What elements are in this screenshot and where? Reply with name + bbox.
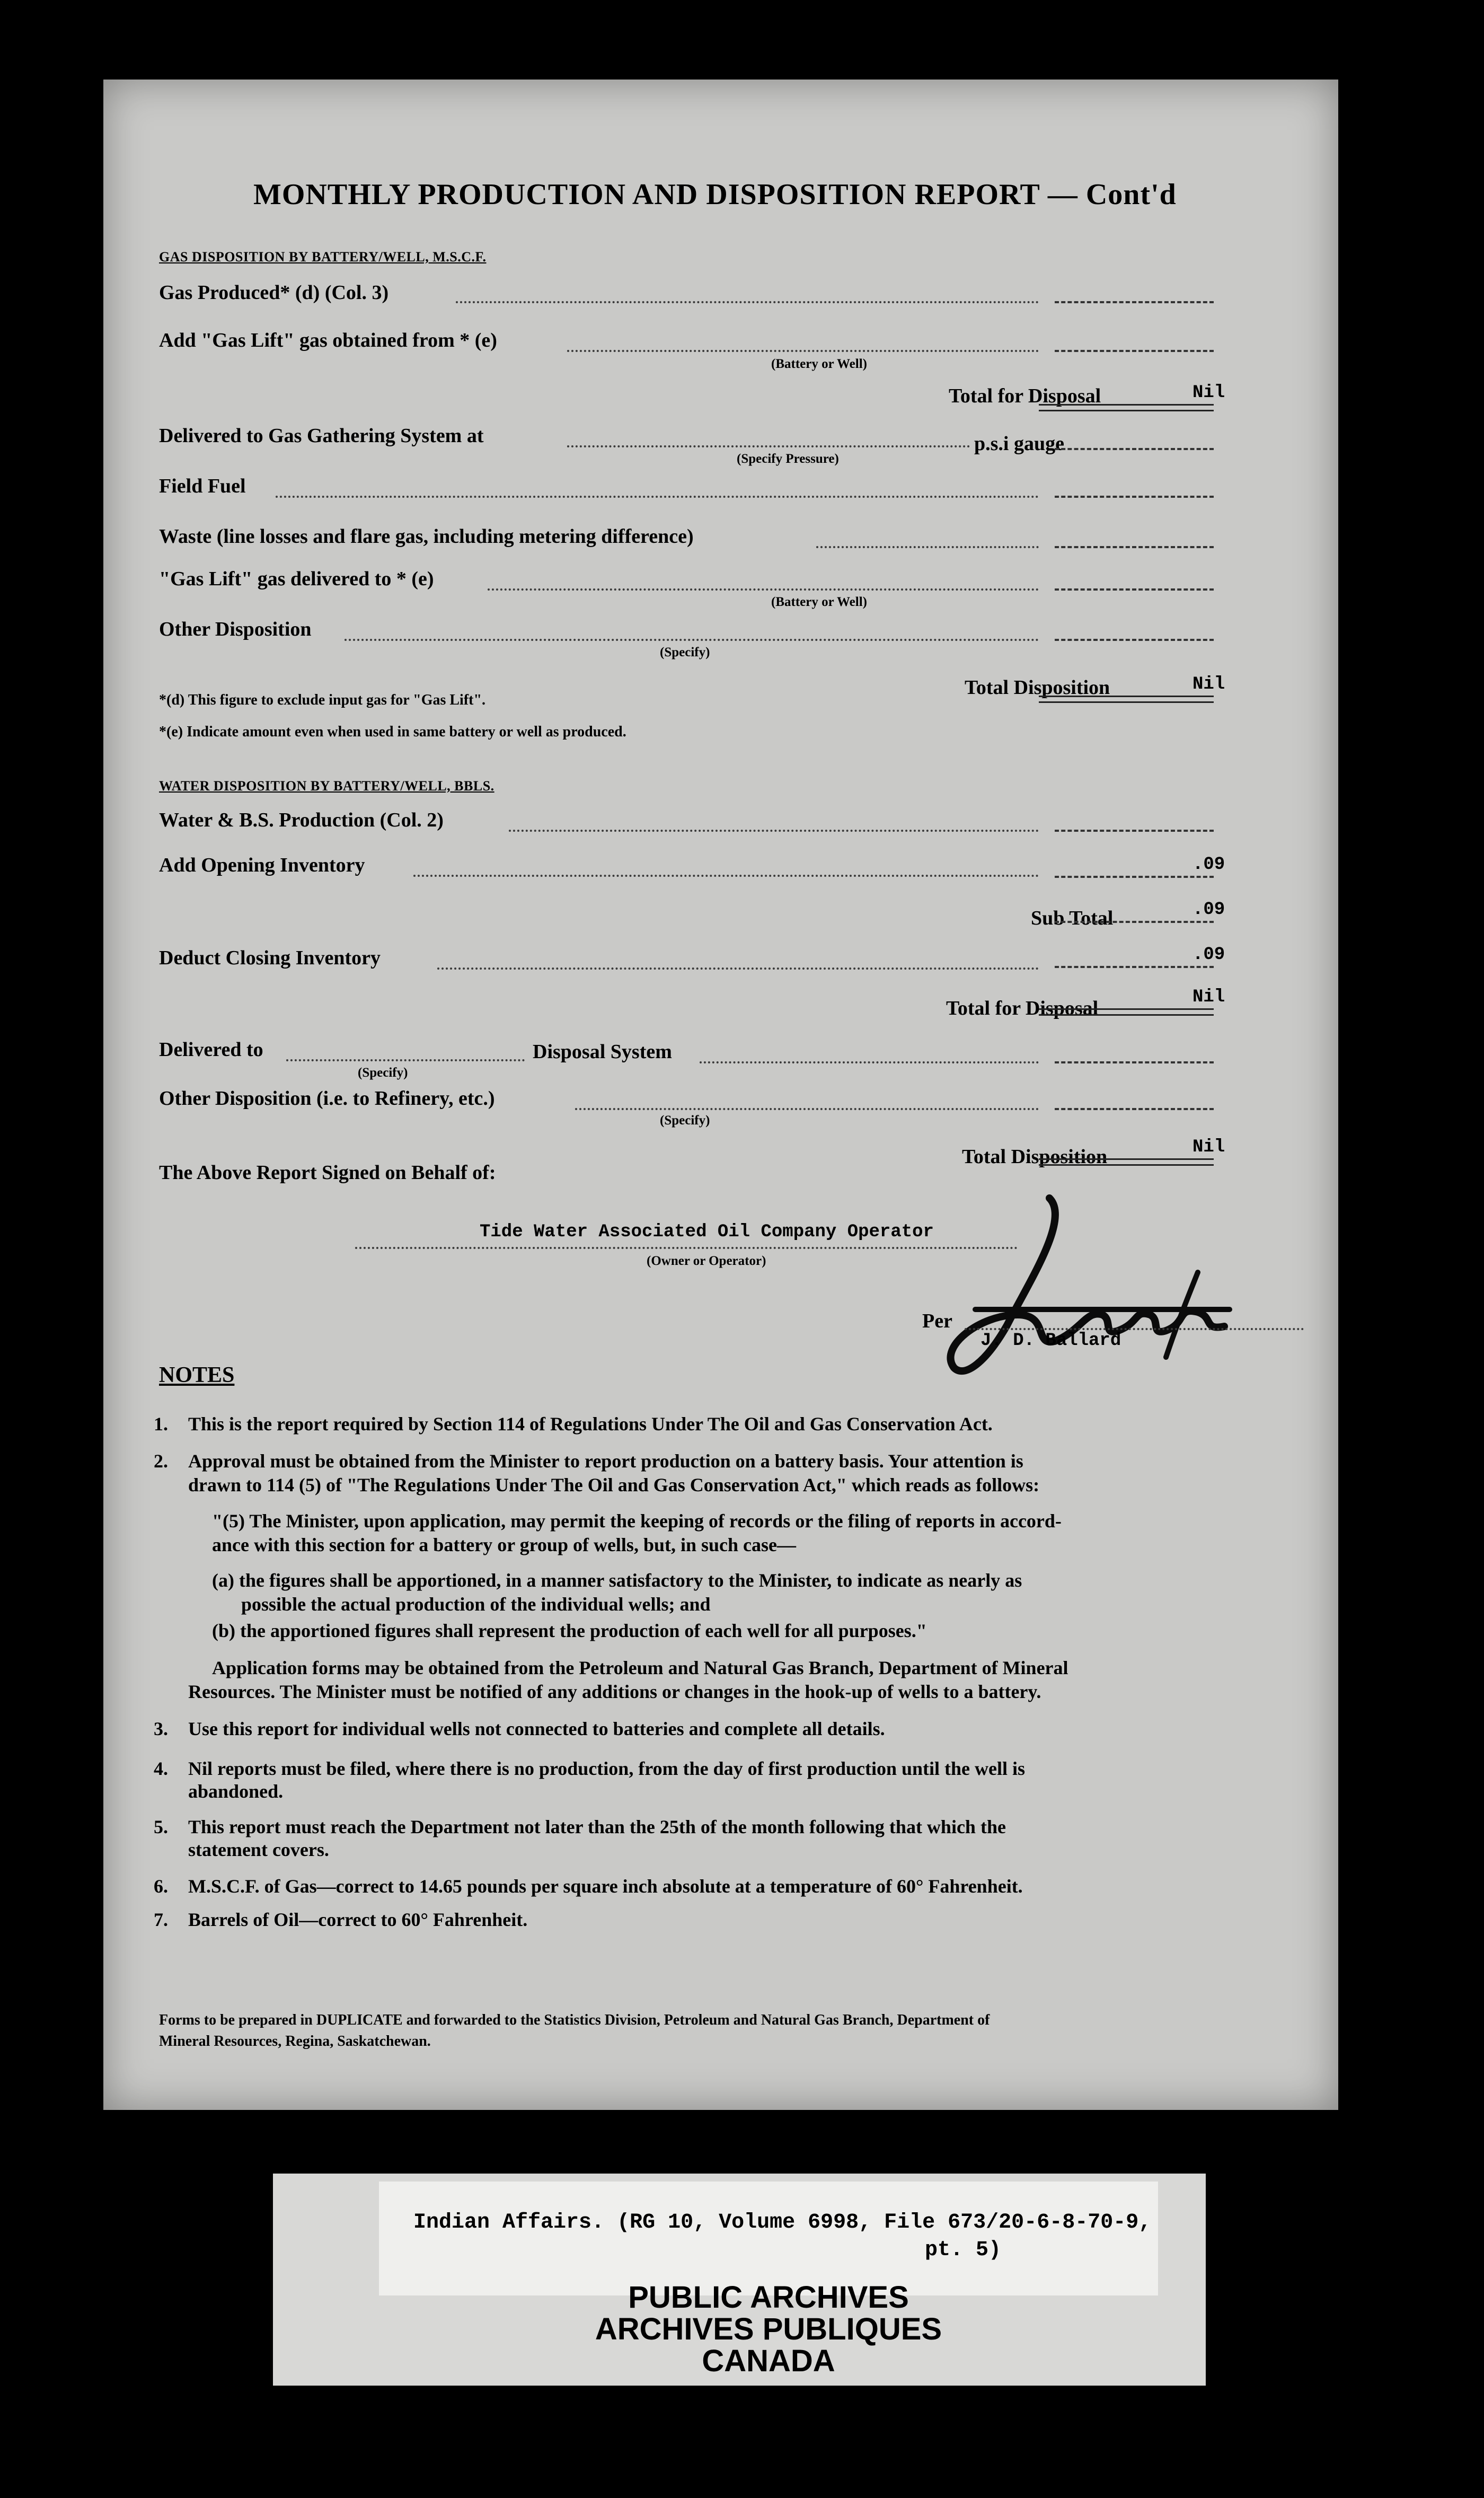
- note-7-text: Barrels of Oil—correct to 60° Fahrenheit.: [188, 1909, 528, 1930]
- field-fuel-label: Field Fuel: [159, 475, 246, 497]
- notes-header: NOTES: [159, 1363, 235, 1387]
- field-fuel-field: [1055, 496, 1214, 498]
- gas-other-disposition-field: [1055, 639, 1214, 641]
- delivered-to-field: [1055, 1061, 1214, 1063]
- note-3-number: 3.: [154, 1718, 168, 1739]
- note-6-number: 6.: [154, 1876, 168, 1897]
- psi-gauge-label: p.s.i gauge: [974, 433, 1064, 455]
- signed-on-behalf-label: The Above Report Signed on Behalf of:: [159, 1162, 496, 1184]
- forms-instruction-line-2: Mineral Resources, Regina, Saskatchewan.: [159, 2033, 431, 2050]
- add-opening-inventory-field: [1055, 876, 1214, 878]
- page-title: MONTHLY PRODUCTION AND DISPOSITION REPORT — Cont'd: [253, 178, 1177, 211]
- water-production-field: [1055, 830, 1214, 832]
- sub-total-label: Sub Total: [1031, 907, 1114, 929]
- archive-reference-line-2: pt. 5): [925, 2238, 1002, 2262]
- water-other-disposition-label: Other Disposition (i.e. to Refinery, etc.): [159, 1087, 495, 1110]
- footnote-e: *(e) Indicate amount even when used in same battery or well as produced.: [159, 724, 626, 740]
- water-specify-caption-2: (Specify): [660, 1113, 710, 1128]
- waste-field: [1055, 546, 1214, 548]
- per-label: Per: [922, 1310, 952, 1332]
- battery-or-well-caption-1: (Battery or Well): [771, 357, 867, 371]
- signer-name: J. D. Ballard: [980, 1331, 1121, 1351]
- archive-reference-line-1: Indian Affairs. (RG 10, Volume 6998, File 673/20-6-8-70-9,: [413, 2211, 1152, 2235]
- note-2-text-line-1: Approval must be obtained from the Minister to report production on a battery basis. Your attention is: [188, 1450, 1023, 1472]
- quote-line-2: ance with this section for a battery or group of wells, but, in such case—: [212, 1534, 796, 1555]
- gas-section-header: GAS DISPOSITION BY BATTERY/WELL, M.S.C.F.: [159, 249, 487, 265]
- gas-total-disposition-underline: [1039, 696, 1214, 703]
- note-2-number: 2.: [154, 1450, 168, 1472]
- waste-label: Waste (line losses and flare gas, including metering difference): [159, 525, 694, 548]
- note-6-text: M.S.C.F. of Gas—correct to 14.65 pounds per square inch absolute at a temperature of 60° Fahrenheit.: [188, 1876, 1023, 1897]
- note-4-text-line-2: abandoned.: [188, 1781, 284, 1802]
- delivered-to-label: Delivered to: [159, 1039, 263, 1061]
- gas-total-for-disposal-label: Total for Disposal: [949, 385, 1101, 407]
- gas-lift-delivered-field: [1055, 588, 1214, 591]
- gas-specify-caption: (Specify): [660, 645, 710, 659]
- application-forms-line-1: Application forms may be obtained from the Petroleum and Natural Gas Branch, Department of Mineral: [212, 1657, 1068, 1678]
- gas-other-disposition-label: Other Disposition: [159, 618, 312, 640]
- water-total-disposition-underline: [1039, 1158, 1214, 1166]
- gas-lift-obtained-field: [1055, 350, 1214, 352]
- add-opening-inventory-value: .09: [1192, 855, 1225, 875]
- disposal-system-label: Disposal System: [533, 1041, 672, 1063]
- quote-b: (b) the apportioned figures shall represent the production of each well for all purposes.": [212, 1620, 927, 1641]
- water-total-for-disposal-underline: [1039, 1008, 1214, 1016]
- specify-pressure-caption: (Specify Pressure): [737, 452, 839, 466]
- water-specify-caption-1: (Specify): [358, 1066, 408, 1080]
- note-5-text-line-2: statement covers.: [188, 1839, 329, 1860]
- gas-total-for-disposal-value: Nil: [1192, 383, 1225, 403]
- water-total-for-disposal-value: Nil: [1192, 987, 1225, 1007]
- signature-scribble: [912, 1188, 1272, 1400]
- footnote-d: *(d) This figure to exclude input gas for "Gas Lift".: [159, 692, 486, 708]
- gas-produced-field: [1055, 301, 1214, 303]
- delivered-gathering-label: Delivered to Gas Gathering System at: [159, 425, 484, 447]
- note-2-text-line-2: drawn to 114 (5) of "The Regulations Under The Oil and Gas Conservation Act," which reads as follows:: [188, 1474, 1040, 1496]
- water-section-header: WATER DISPOSITION BY BATTERY/WELL, BBLS.: [159, 778, 494, 794]
- note-1-number: 1.: [154, 1413, 168, 1435]
- gas-produced-label: Gas Produced* (d) (Col. 3): [159, 282, 389, 304]
- quote-line-1: "(5) The Minister, upon application, may permit the keeping of records or the filing of reports in accord-: [212, 1510, 1062, 1532]
- delivered-gathering-field: [1055, 448, 1214, 450]
- note-1-text: This is the report required by Section 114 of Regulations Under The Oil and Gas Conservation Act.: [188, 1413, 993, 1435]
- water-total-for-disposal-label: Total for Disposal: [946, 997, 1099, 1019]
- sub-total-field: [1055, 921, 1214, 923]
- quote-a-line-2: possible the actual production of the individual wells; and: [241, 1594, 711, 1615]
- operator-name: Tide Water Associated Oil Company Operator: [480, 1222, 934, 1242]
- note-5-number: 5.: [154, 1816, 168, 1837]
- water-total-disposition-value: Nil: [1192, 1137, 1225, 1157]
- note-3-text: Use this report for individual wells not connected to batteries and complete all details.: [188, 1718, 885, 1739]
- add-opening-inventory-label: Add Opening Inventory: [159, 854, 365, 876]
- quote-a-line-1: (a) the figures shall be apportioned, in a manner satisfactory to the Minister, to indicate as nearly as: [212, 1570, 1022, 1591]
- archive-stamp-line-1: PUBLIC ARCHIVES: [628, 2280, 909, 2315]
- water-total-disposition-label: Total Disposition: [962, 1146, 1108, 1168]
- gas-total-for-disposal-underline: [1039, 404, 1214, 411]
- water-production-label: Water & B.S. Production (Col. 2): [159, 809, 444, 831]
- gas-total-disposition-value: Nil: [1192, 674, 1225, 694]
- note-5-text-line-1: This report must reach the Department not later than the 25th of the month following that which the: [188, 1816, 1006, 1837]
- battery-or-well-caption-2: (Battery or Well): [771, 595, 867, 609]
- owner-or-operator-caption: (Owner or Operator): [647, 1254, 766, 1268]
- archive-reference-slip: [379, 2182, 1158, 2295]
- sub-total-value: .09: [1192, 900, 1225, 920]
- note-4-text-line-1: Nil reports must be filed, where there is no production, from the day of first production until the well is: [188, 1758, 1025, 1779]
- forms-instruction-line-1: Forms to be prepared in DUPLICATE and forwarded to the Statistics Division, Petroleum and Natural Gas Branch, Department of: [159, 2012, 990, 2028]
- deduct-closing-inventory-value: .09: [1192, 945, 1225, 965]
- gas-lift-delivered-label: "Gas Lift" gas delivered to * (e): [159, 568, 434, 590]
- water-other-disposition-field: [1055, 1108, 1214, 1110]
- gas-lift-obtained-label: Add "Gas Lift" gas obtained from * (e): [159, 329, 497, 351]
- gas-total-disposition-label: Total Disposition: [965, 676, 1110, 699]
- archive-stamp-line-2: ARCHIVES PUBLIQUES: [595, 2312, 942, 2346]
- application-forms-line-2: Resources. The Minister must be notified of any additions or changes in the hook-up of wells to a battery.: [188, 1681, 1041, 1702]
- note-4-number: 4.: [154, 1758, 168, 1779]
- deduct-closing-inventory-field: [1055, 966, 1214, 968]
- archive-stamp-line-3: CANADA: [702, 2344, 835, 2378]
- note-7-number: 7.: [154, 1909, 168, 1930]
- deduct-closing-inventory-label: Deduct Closing Inventory: [159, 947, 381, 969]
